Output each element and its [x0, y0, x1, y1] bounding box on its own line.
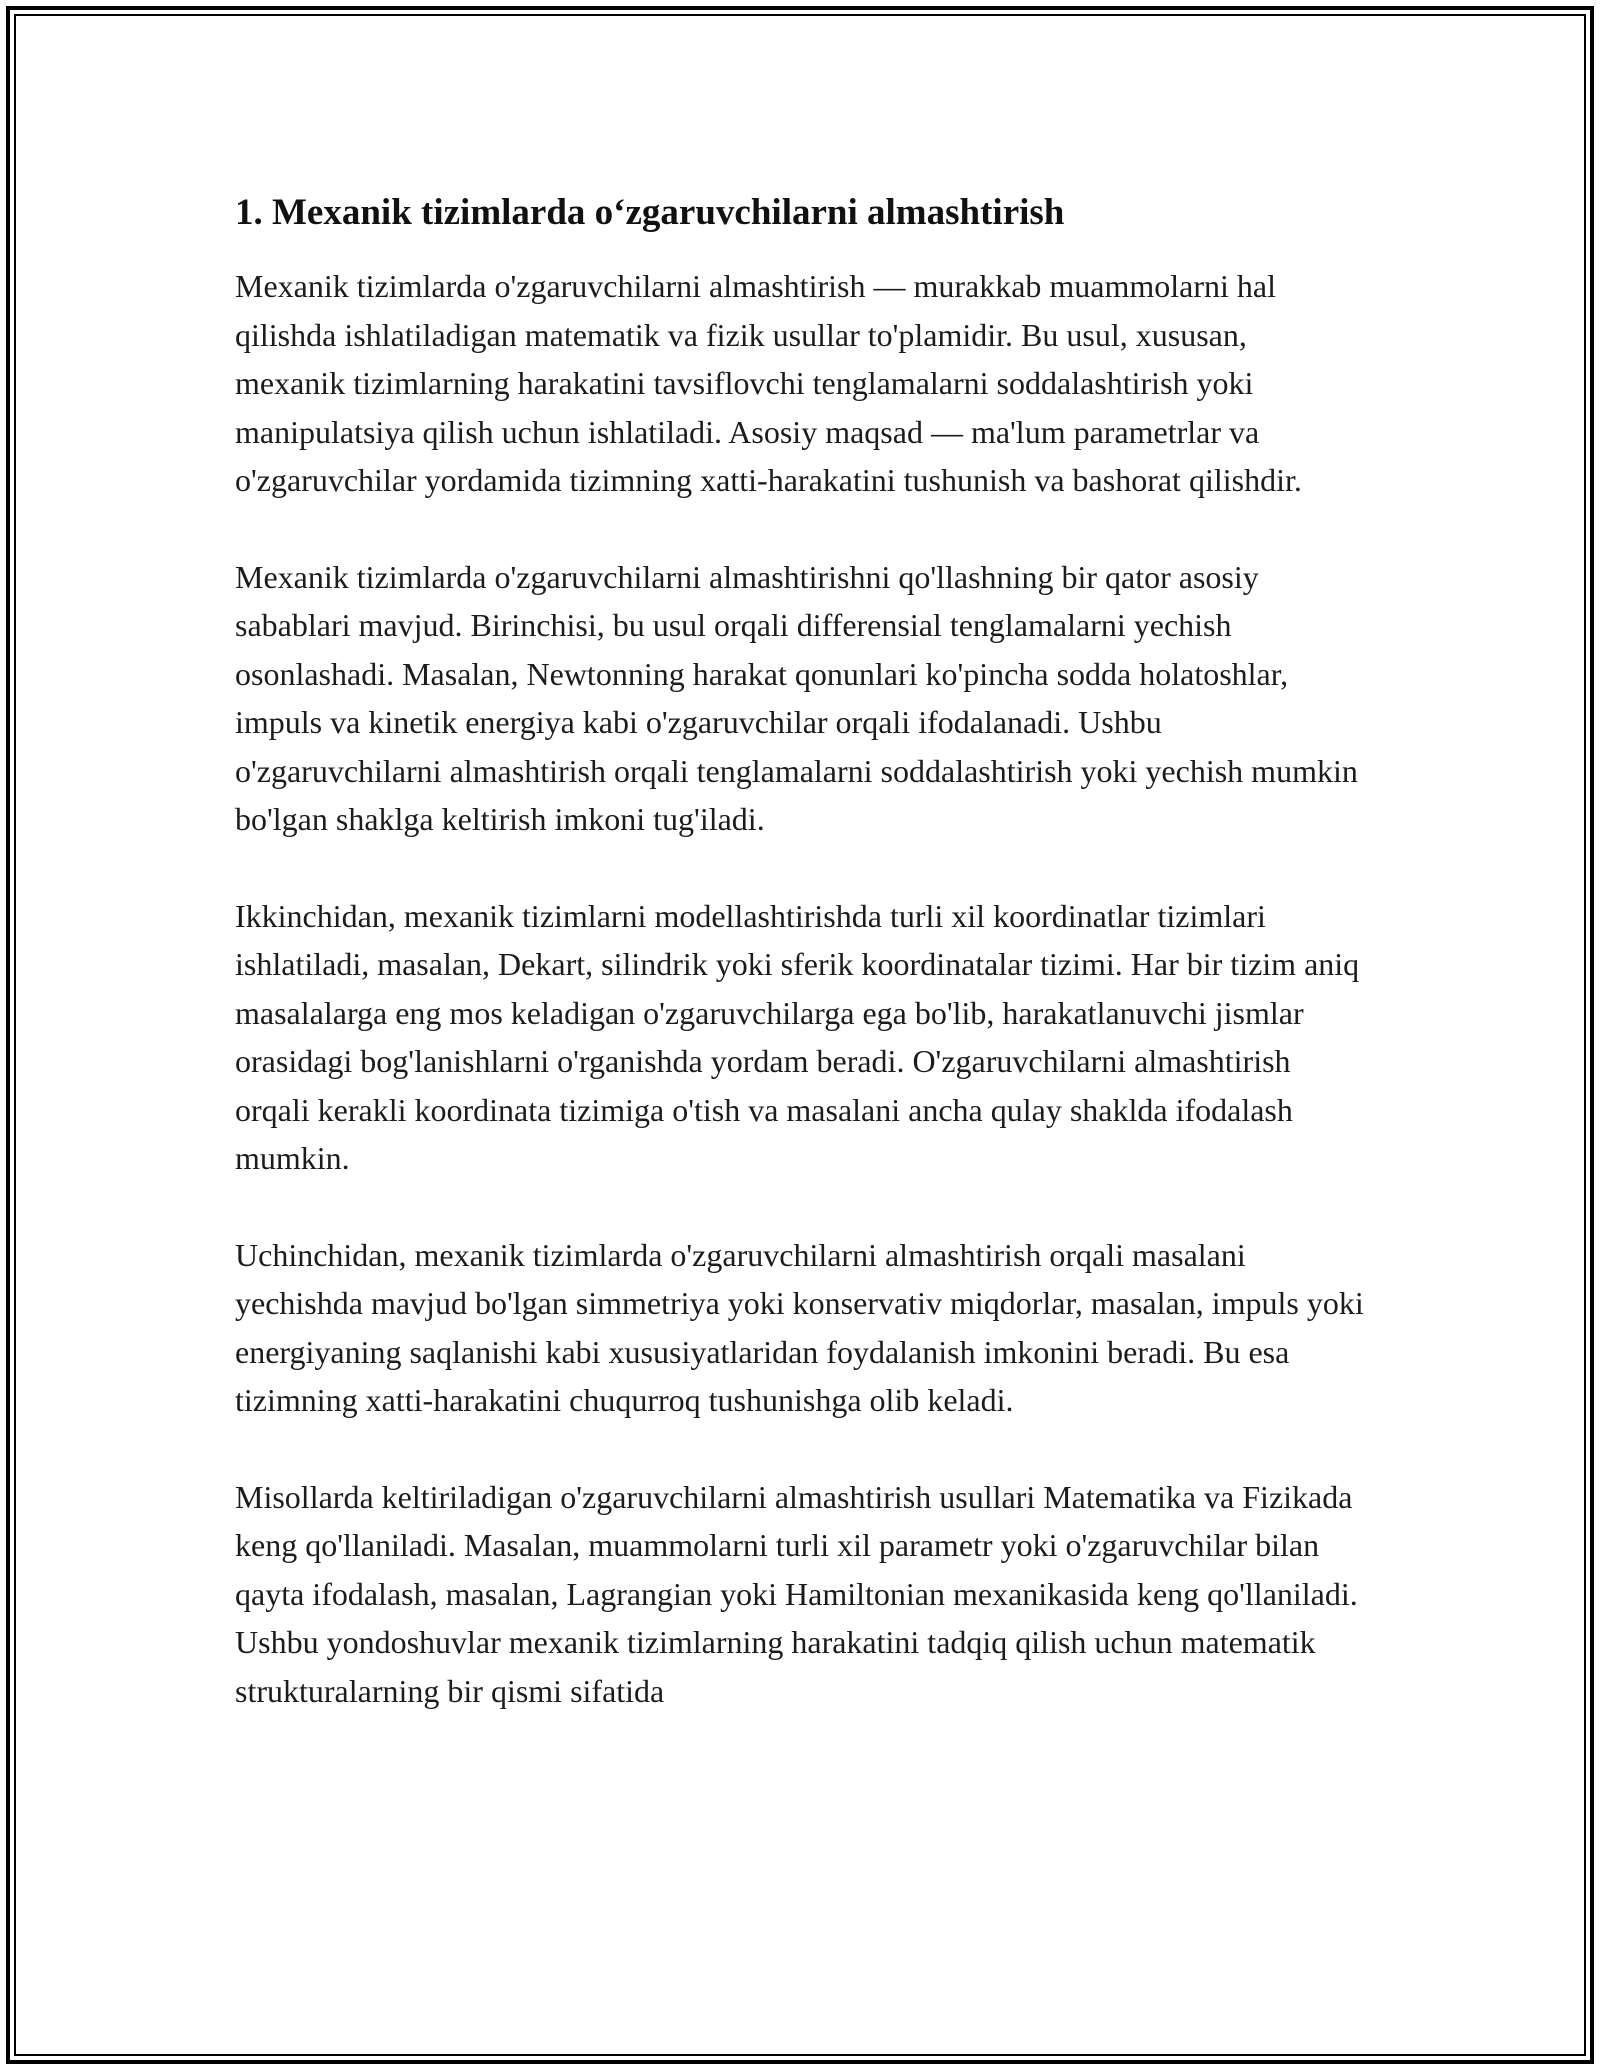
paragraph-second-reason: Ikkinchidan, mexanik tizimlarni modellashtirishda turli xil koordinatlar tizimlari ishlatiladi, masalan, Dekart, silindrik yoki sferik koordinatalar tizimi. Har bir tizim aniq masalalarga eng mos keladigan o'zgaruvchilarga ega bo'lib, harakatlanuvchi jismlar orasidagi bog'lanishlarni o'rganishda yordam beradi. O'zgaruvchilarni almashtirish orqali kerakli koordinata tizimiga o'tish va masalani ancha qulay shaklda ifodalash mumkin.	[235, 897, 1360, 1176]
paragraph-first-reason: Mexanik tizimlarda o'zgaruvchilarni almashtirishni qo'llashning bir qator asosiy sabablari mavjud. Birinchisi, bu usul orqali differensial tenglamalarni yechish osonlashadi. Masalan, Newtonning harakat qonunlari ko'pincha sodda holatoshlar, impuls va kinetik energiya kabi o'zgaruvchilar orqali ifodalanadi. Ushbu o'zgaruvchilarni almashtirish orqali tenglamalarni soddalashtirish yoki yechish mumkin bo'lgan shaklga keltirish imkoni tug'iladi.	[235, 558, 1358, 837]
paragraph-examples: Misollarda keltiriladigan o'zgaruvchilarni almashtirish usullari Matematika va Fizikada keng qo'llaniladi. Masalan, muammolarni turli xil parametr yoki o'zgaruvchilar bilan qayta ifodalash, masalan, Lagrangian yoki Hamiltonian mexanikasida keng qo'llaniladi. Ushbu yondoshuvlar mexanik tizimlarning harakatini tadqiq qilish uchun matematik strukturalarning bir qismi sifatida	[235, 1478, 1358, 1709]
paragraph-intro: Mexanik tizimlarda o'zgaruvchilarni almashtirish — murakkab muammolarni hal qilishda ishlatiladigan matematik va fizik usullar to'plamidir. Bu usul, xususan, mexanik tizimlarning harakatini tavsiflovchi tenglamalarni soddalashtirish yoki manipulatsiya qilish uchun ishlatiladi. Asosiy maqsad — ma'lum parametrlar va o'zgaruvchilar yordamida tizimning xatti-harakatini tushunish va bashorat qilishdir.	[235, 268, 1302, 498]
section-heading: 1. Mexanik tizimlarda o‘zgaruvchilarni almashtirish	[235, 192, 1065, 233]
paragraph-third-reason: Uchinchidan, mexanik tizimlarda o'zgaruvchilarni almashtirish orqali masalani yechishda mavjud bo'lgan simmetriya yoki konservativ miqdorlar, masalan, impuls yoki energiyaning saqlanishi kabi xususiyatlaridan foydalanish imkonini beradi. Bu esa tizimning xatti-harakatini chuqurroq tushunishga olib keladi.	[235, 1236, 1364, 1418]
document-body	[235, 188, 1365, 1763]
